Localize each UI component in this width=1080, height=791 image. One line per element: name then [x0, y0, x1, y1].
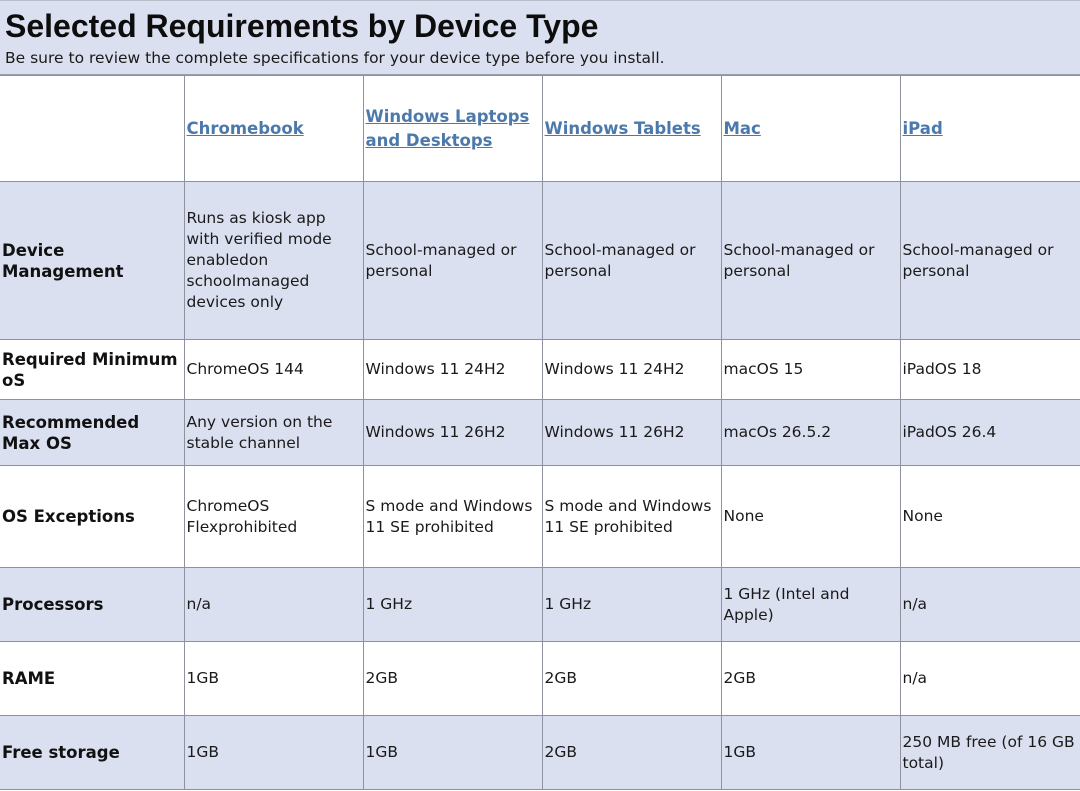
- row-label: RAME: [0, 642, 184, 716]
- table-cell: 2GB: [542, 716, 721, 790]
- table-cell: iPadOS 26.4: [900, 400, 1080, 466]
- table-cell: School-managed or personal: [363, 182, 542, 340]
- table-cell: 1 GHz (Intel and Apple): [721, 568, 900, 642]
- table-cell: 1GB: [721, 716, 900, 790]
- row-label: Device Management: [0, 182, 184, 340]
- row-label: Recommended Max OS: [0, 400, 184, 466]
- table-cell: S mode and Windows 11 SE prohibited: [363, 466, 542, 568]
- table-row: [0, 716, 1080, 790]
- table-cell: None: [900, 466, 1080, 568]
- table-cell: n/a: [184, 568, 363, 642]
- table-row: [0, 400, 1080, 466]
- row-label: Free storage: [0, 716, 184, 790]
- empty-corner-cell: [0, 76, 184, 182]
- row-label: Processors: [0, 568, 184, 642]
- table-cell: Windows 11 24H2: [363, 340, 542, 400]
- table-cell: 1 GHz: [542, 568, 721, 642]
- column-header-windows-laptops: [363, 76, 542, 182]
- table-cell: 1GB: [363, 716, 542, 790]
- table-row: [0, 568, 1080, 642]
- table-cell: 2GB: [363, 642, 542, 716]
- table-cell: 2GB: [721, 642, 900, 716]
- table-row: [0, 642, 1080, 716]
- table-cell: Windows 11 26H2: [542, 400, 721, 466]
- table-cell: 1GB: [184, 716, 363, 790]
- table-cell: iPadOS 18: [900, 340, 1080, 400]
- table-cell: macOs 26.5.2: [721, 400, 900, 466]
- row-label: Required Minimum oS: [0, 340, 184, 400]
- table-header-row: [0, 76, 1080, 182]
- table-row: [0, 466, 1080, 568]
- table-cell: macOS 15: [721, 340, 900, 400]
- table-cell: 2GB: [542, 642, 721, 716]
- chromebook-link[interactable]: Chromebook: [186, 118, 304, 138]
- requirements-table: [0, 75, 1080, 790]
- column-header-mac: [721, 76, 900, 182]
- table-cell: n/a: [900, 568, 1080, 642]
- mac-link[interactable]: Mac: [723, 118, 761, 138]
- table-cell: Windows 11 24H2: [542, 340, 721, 400]
- table-cell: ChromeOS Flexprohibited: [184, 466, 363, 568]
- table-cell: 1GB: [184, 642, 363, 716]
- table-cell: School-managed or personal: [721, 182, 900, 340]
- table-row: [0, 182, 1080, 340]
- windows-tablets-link[interactable]: Windows Tablets: [544, 118, 701, 138]
- windows-laptops-link[interactable]: Windows Laptops and Desktops: [365, 106, 530, 150]
- table-cell: School-managed or personal: [900, 182, 1080, 340]
- column-header-ipad: [900, 76, 1080, 182]
- table-row: [0, 340, 1080, 400]
- table-cell: n/a: [900, 642, 1080, 716]
- row-label: OS Exceptions: [0, 466, 184, 568]
- page-title: Selected Requirements by Device Type: [5, 8, 599, 44]
- table-cell: Runs as kiosk app with verified mode enabledon schoolmanaged devices only: [184, 182, 363, 340]
- table-cell: Windows 11 26H2: [363, 400, 542, 466]
- ipad-link[interactable]: iPad: [902, 118, 943, 138]
- table-cell: 1 GHz: [363, 568, 542, 642]
- column-header-windows-tablets: [542, 76, 721, 182]
- table-cell: School-managed or personal: [542, 182, 721, 340]
- page-header: [0, 0, 1080, 75]
- table-cell: None: [721, 466, 900, 568]
- table-cell: 250 MB free (of 16 GB total): [900, 716, 1080, 790]
- table-cell: S mode and Windows 11 SE prohibited: [542, 466, 721, 568]
- page-subtitle: Be sure to review the complete specifications for your device type before you install.: [5, 49, 665, 67]
- table-cell: Any version on the stable channel: [184, 400, 363, 466]
- table-cell: ChromeOS 144: [184, 340, 363, 400]
- column-header-chromebook: [184, 76, 363, 182]
